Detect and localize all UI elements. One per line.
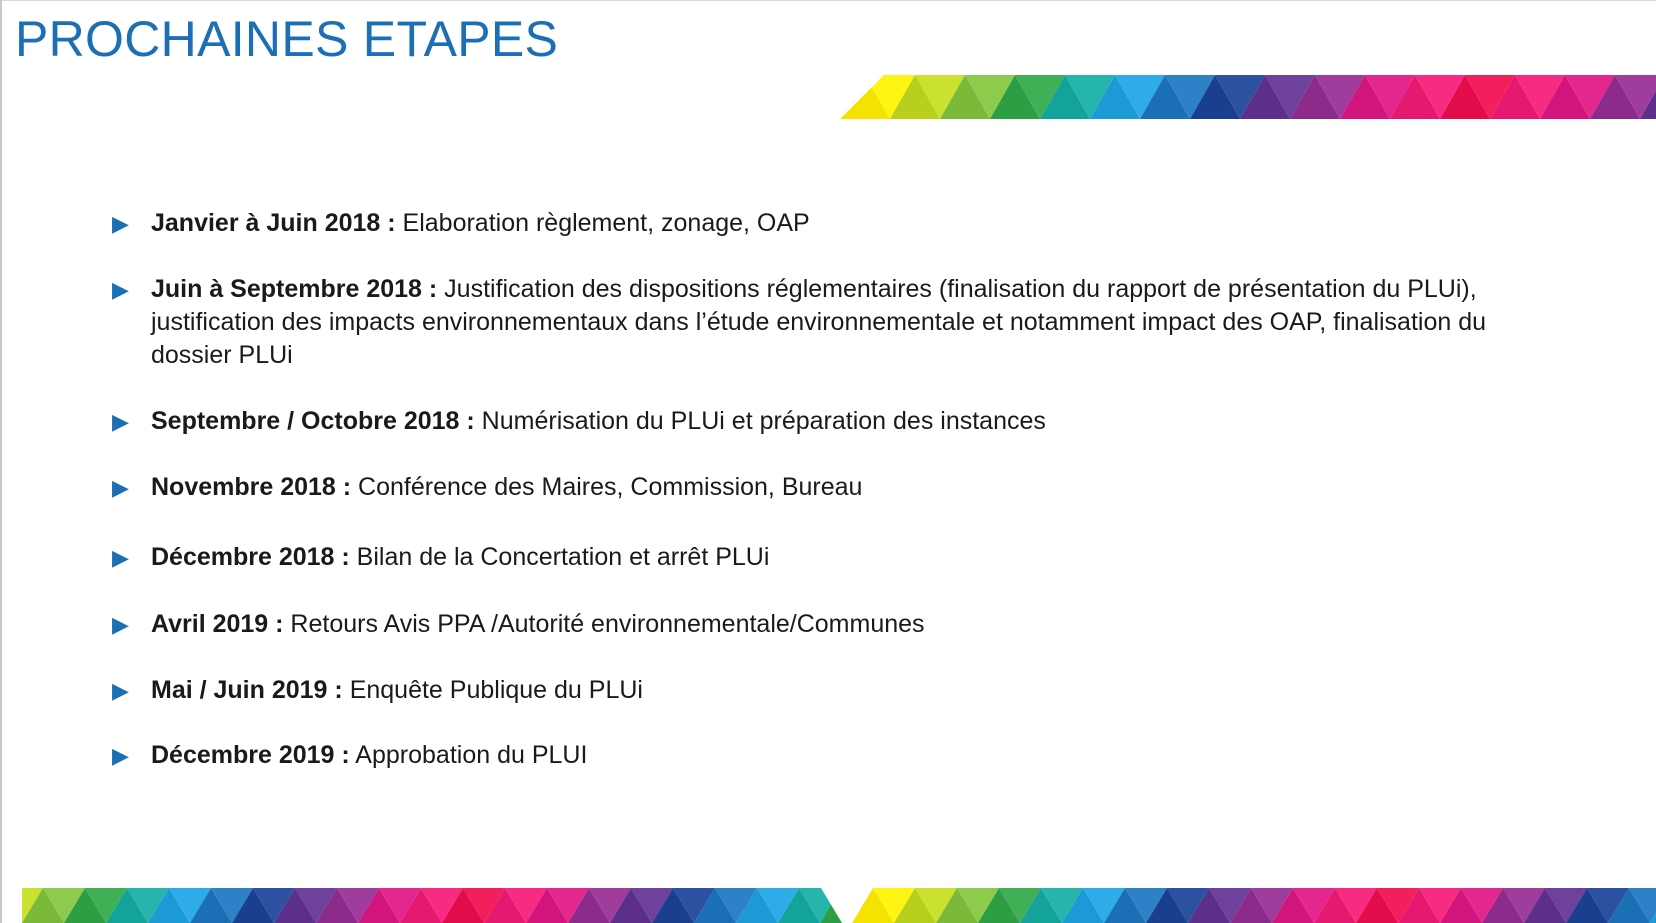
- step-item: [112, 405, 1542, 438]
- slide-left-border: [0, 0, 2, 923]
- step-period: Décembre 2018 :: [151, 543, 350, 571]
- step-item: [112, 608, 1542, 641]
- triangle-right-icon: ▶: [112, 475, 129, 500]
- step-description: Retours Avis PPA /Autorité environnementale/Communes: [283, 610, 925, 638]
- step-period: Mai / Juin 2019 :: [151, 676, 343, 704]
- triangle-right-icon: ▶: [112, 211, 129, 236]
- slide-top-border: [0, 0, 1656, 1]
- step-text: [151, 273, 1542, 372]
- step-text: [151, 471, 1542, 504]
- decorative-triangle-band-top: [840, 75, 1656, 119]
- step-text: [151, 608, 1542, 641]
- step-text: [151, 674, 1542, 707]
- step-item: [112, 739, 1542, 772]
- decorative-triangle-band-bottom-left: [22, 888, 842, 923]
- step-description: Approbation du PLUI: [349, 741, 588, 769]
- triangle-right-icon: ▶: [112, 409, 129, 434]
- triangle-right-icon: ▶: [112, 545, 129, 570]
- triangle-right-icon: ▶: [112, 612, 129, 637]
- step-item: [112, 471, 1542, 504]
- step-text: [151, 739, 1542, 772]
- step-item: [112, 207, 1542, 240]
- step-period: Décembre 2019 :: [151, 741, 350, 769]
- triangle-right-icon: ▶: [112, 678, 129, 703]
- step-period: Novembre 2018 :: [151, 473, 352, 501]
- step-description: Conférence des Maires, Commission, Bureau: [351, 473, 863, 501]
- step-period: Janvier à Juin 2018 :: [151, 209, 396, 237]
- triangle-right-icon: ▶: [112, 277, 129, 302]
- step-text: [151, 405, 1542, 438]
- step-description: Bilan de la Concertation et arrêt PLUi: [349, 543, 770, 571]
- step-item: [112, 674, 1542, 707]
- step-text: [151, 207, 1542, 240]
- step-period: Avril 2019 :: [151, 610, 284, 638]
- step-description: Numérisation du PLUi et préparation des instances: [474, 407, 1046, 435]
- decorative-triangle-band-bottom-right: [852, 888, 1656, 923]
- step-description: Elaboration règlement, zonage, OAP: [395, 209, 810, 237]
- step-description: Enquête Publique du PLUi: [342, 676, 643, 704]
- step-item: [112, 541, 1542, 574]
- triangle-right-icon: ▶: [112, 743, 129, 768]
- slide-title: PROCHAINES ETAPES: [15, 11, 559, 67]
- step-item: [112, 273, 1542, 372]
- step-period: Juin à Septembre 2018 :: [151, 275, 438, 303]
- step-period: Septembre / Octobre 2018 :: [151, 407, 475, 435]
- step-text: [151, 541, 1542, 574]
- step-description: Justification des dispositions réglementaires (finalisation du rapport de présentation du PLUi), justification des impacts environnementaux dans l’étude environnementale et notamment impact des OAP, finalisation du dossier PLUi: [151, 275, 1487, 369]
